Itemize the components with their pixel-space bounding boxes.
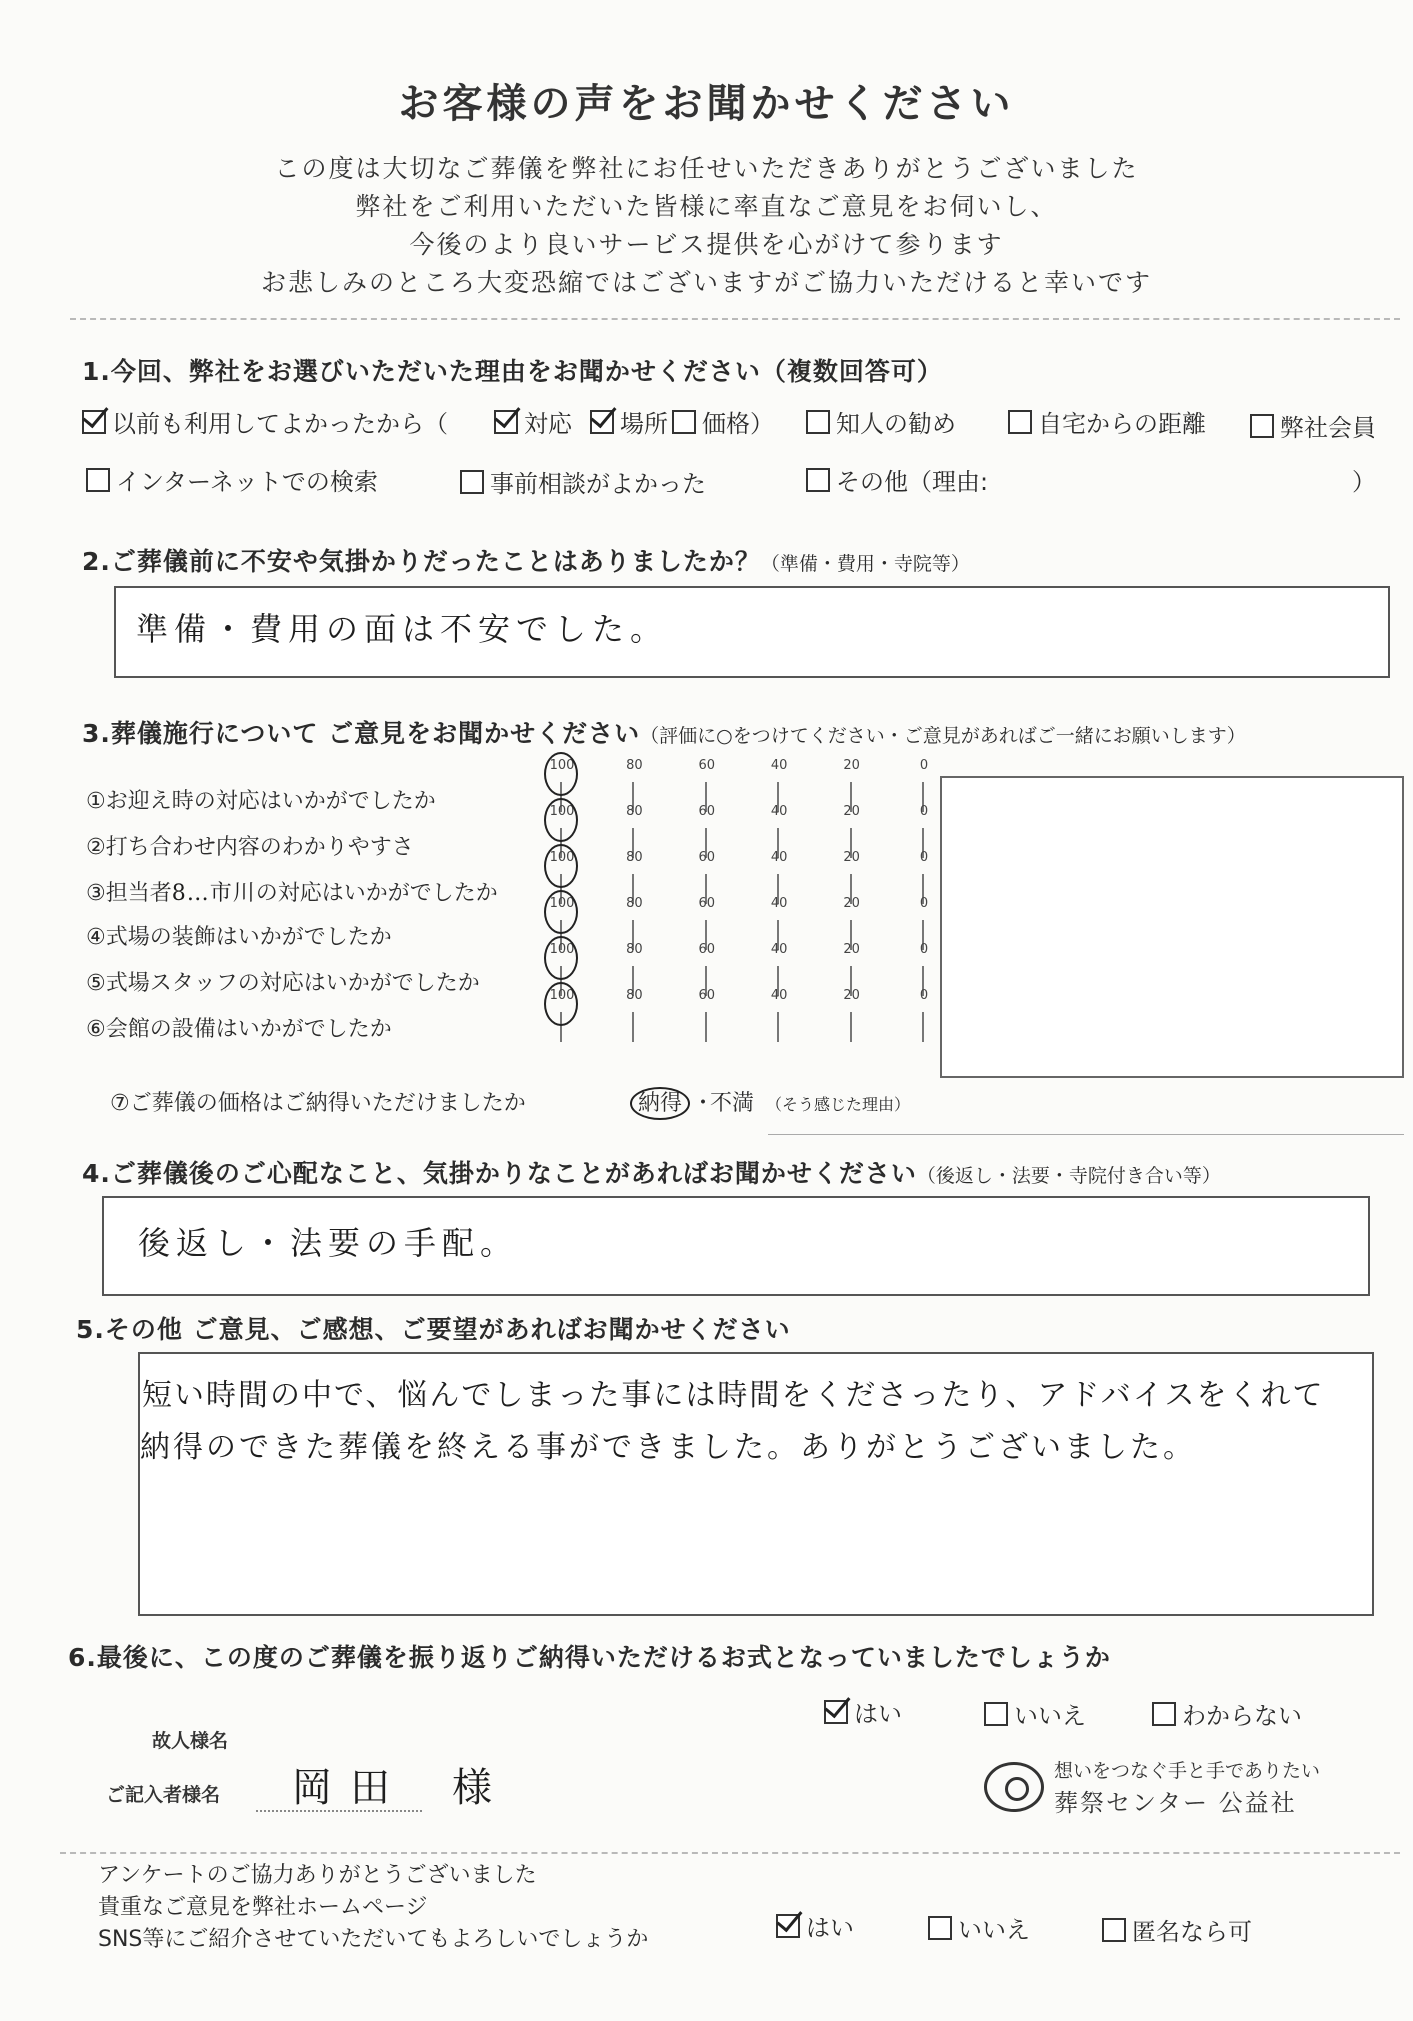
q1-heading: 1.今回、弊社をお選びいただいた理由をお聞かせください（複数回答可）	[82, 357, 943, 386]
logo-name: 葬祭センター 公益社	[1054, 1789, 1297, 1817]
q2-heading: 2.ご葬儀前に不安や気掛かりだったことはありましたか？（準備・費用・寺院等）	[82, 547, 970, 576]
scale-tick-label: 80	[626, 896, 643, 911]
scale-tick-label: 80	[626, 804, 643, 819]
scale-tick-label: 20	[843, 942, 860, 957]
checkbox[interactable]	[1152, 1702, 1176, 1726]
rating-selected-circle	[544, 844, 578, 888]
q1-option-member[interactable]: 弊社会員	[1250, 408, 1376, 443]
scale-tick-label: 20	[843, 896, 860, 911]
writer-name-label: ご記入者様名	[106, 1784, 221, 1806]
checkbox[interactable]	[1008, 410, 1032, 434]
footer-option-anonymous[interactable]: 匿名なら可	[1102, 1912, 1252, 1947]
scale-tick-label: 80	[626, 988, 643, 1003]
writer-honorific: 様	[452, 1765, 498, 1811]
q1-option-other[interactable]: その他（理由:	[806, 462, 988, 497]
q1-option-price[interactable]: 価格）	[672, 404, 774, 439]
scale-tick-label: 0	[919, 850, 929, 865]
checkbox[interactable]	[494, 410, 518, 434]
scale-tick-label: 60	[698, 804, 716, 819]
scale-tick	[850, 1012, 852, 1042]
q3-item-5: ⑤式場スタッフの対応はいかがでしたか	[86, 971, 480, 996]
scale-tick-label: 100	[549, 758, 575, 773]
q4-heading: 4.ご葬儀後のご心配なこと、気掛かりなことがあればお聞かせください（後返し・法要・寺院付き合い等）	[82, 1159, 1221, 1188]
scale-tick-label: 60	[698, 942, 716, 957]
scale-tick-label: 100	[549, 804, 575, 819]
intro-text	[0, 150, 1413, 302]
checkbox[interactable]	[806, 468, 830, 492]
scale-tick-label: 80	[626, 758, 643, 773]
q4-answer-text: 後返し・法要の手配。	[138, 1224, 519, 1262]
scale-tick-label: 0	[919, 896, 929, 911]
checkbox[interactable]	[460, 470, 484, 494]
q5-answer-line: 納得のできた葬儀を終える事ができました。ありがとうございました。	[140, 1430, 1196, 1465]
footer-line: SNS等にご紹介させていただいてもよろしいでしょうか	[98, 1927, 649, 1952]
rating-selected-circle	[544, 798, 578, 842]
intro-line: この度は大切なご葬儀を弊社にお任せいただきありがとうございました	[274, 154, 1139, 183]
q3-item-4: ④式場の装飾はいかがでしたか	[86, 925, 392, 950]
scale-tick-label: 0	[919, 942, 929, 957]
checkbox[interactable]	[1102, 1918, 1126, 1942]
scale-tick-label: 80	[626, 942, 643, 957]
scale-tick-label: 100	[549, 988, 575, 1003]
scale-tick-label: 20	[843, 804, 860, 819]
q5-answer-box[interactable]	[138, 1352, 1374, 1616]
q3-item-3: ③担当者8…市川の対応はいかがでしたか	[86, 881, 498, 906]
scale-tick-label: 80	[626, 850, 643, 865]
rating-selected-circle	[544, 936, 578, 980]
checkbox[interactable]	[928, 1916, 952, 1940]
divider	[70, 318, 1400, 320]
divider	[60, 1852, 1400, 1854]
q1-option-location[interactable]: 場所	[590, 404, 668, 439]
q1-option-referral[interactable]: 知人の勧め	[806, 404, 956, 439]
scale-tick-label: 20	[843, 758, 860, 773]
footer-line: アンケートのご協力ありがとうございました	[98, 1863, 537, 1888]
logo-tagline: 想いをつなぐ手と手でありたい	[1054, 1760, 1321, 1782]
q1-option-distance[interactable]: 自宅からの距離	[1008, 404, 1206, 439]
q3-item-1: ①お迎え時の対応はいかがでしたか	[86, 789, 436, 814]
scale-tick-label: 0	[919, 988, 929, 1003]
checkbox[interactable]	[672, 410, 696, 434]
q3-comment-box[interactable]	[940, 776, 1404, 1078]
intro-line: 弊社をご利用いただいた皆様に率直なご意見をお伺いし、	[355, 192, 1058, 221]
scale-tick-label: 100	[549, 942, 575, 957]
page-title: お客様の声をお聞かせください	[398, 81, 1015, 127]
footer-option-no[interactable]: いいえ	[928, 1910, 1030, 1945]
q3-item-6: ⑥会館の設備はいかがでしたか	[86, 1017, 392, 1042]
q3-item-2: ②打ち合わせ内容のわかりやすさ	[86, 835, 414, 860]
intro-line: お悲しみのところ大変恐縮ではございますがご協力いただけると幸いです	[260, 268, 1152, 297]
checkbox[interactable]	[984, 1702, 1008, 1726]
scale-tick-label: 20	[843, 850, 860, 865]
scale-tick-label: 60	[698, 896, 716, 911]
q2-answer-box[interactable]	[114, 586, 1390, 678]
q3-heading: 3.葬儀施行について ご意見をお聞かせください（評価に○をつけてください・ご意見があればご一緒にお願いします）	[82, 719, 1246, 748]
scale-tick-label: 100	[549, 850, 575, 865]
scale-tick	[632, 1012, 634, 1042]
rating-selected-circle	[544, 752, 578, 796]
rating-scale[interactable]	[549, 988, 929, 1044]
q3-price-ok[interactable]: 納得	[630, 1086, 690, 1117]
scale-tick-label: 60	[698, 988, 716, 1003]
scale-tick-label: 60	[698, 758, 716, 773]
q6-heading: 6.最後に、この度のご葬儀を振り返りご納得いただけるお式となっていましたでしょうか	[68, 1643, 1111, 1672]
q2-answer-text: 準備・費用の面は不安でした。	[136, 610, 669, 648]
scale-tick-label: 0	[919, 804, 929, 819]
scale-tick-label: 20	[843, 988, 860, 1003]
q1-option-consultation[interactable]: 事前相談がよかった	[460, 464, 706, 499]
checkbox[interactable]	[590, 410, 614, 434]
logo-mark-icon	[984, 1762, 1044, 1812]
scale-tick-label: 40	[770, 988, 788, 1003]
q3-price-sep: ・	[692, 1091, 715, 1116]
writer-name-underline	[256, 1810, 422, 1812]
q1-option-previous-use[interactable]: 以前も利用してよかったから（	[82, 404, 448, 439]
rating-selected-circle	[544, 890, 578, 934]
intro-line: 今後のより良いサービス提供を心がけて参ります	[409, 230, 1004, 259]
scale-tick-label: 40	[770, 804, 788, 819]
checkbox[interactable]	[824, 1700, 848, 1724]
scale-tick-label: 100	[549, 896, 575, 911]
q3-price-line	[768, 1134, 1404, 1135]
scale-tick	[922, 1012, 924, 1042]
scale-tick	[705, 1012, 707, 1042]
footer-text	[98, 1860, 648, 1956]
q1-option-internet[interactable]: インターネットでの検索	[86, 462, 378, 497]
deceased-name-label: 故人様名	[152, 1730, 229, 1752]
company-logo	[984, 1756, 1320, 1818]
checkbox[interactable]	[806, 410, 830, 434]
q6-option-yes[interactable]: はい	[824, 1694, 902, 1729]
q1-option-response[interactable]: 対応	[494, 404, 572, 439]
q3-price-note: （そう感じた理由）	[766, 1095, 911, 1114]
footer-line: 貴重なご意見を弊社ホームページ	[98, 1895, 428, 1920]
q5-heading: 5.その他 ご意見、ご感想、ご要望があればお聞かせください	[76, 1315, 791, 1344]
q3-price-ng[interactable]: 不満	[710, 1091, 755, 1116]
scale-tick-label: 40	[770, 758, 788, 773]
checkbox[interactable]	[86, 468, 110, 492]
scale-tick	[777, 1012, 779, 1042]
q4-answer-box[interactable]	[102, 1196, 1370, 1296]
rating-selected-circle	[544, 982, 578, 1026]
scale-tick-label: 40	[770, 896, 788, 911]
checkbox[interactable]	[776, 1914, 800, 1938]
scale-tick-label: 40	[770, 942, 788, 957]
checkbox[interactable]	[82, 410, 106, 434]
q6-option-unsure[interactable]: わからない	[1152, 1696, 1302, 1731]
q1-other-close: ）	[1352, 468, 1376, 496]
q5-answer-line: 短い時間の中で、悩んでしまった事には時間をくださったり、アドバイスをくれて	[142, 1378, 1325, 1413]
checkbox[interactable]	[1250, 414, 1274, 438]
q3-price-question: ⑦ご葬儀の価格はご納得いただけましたか	[110, 1091, 526, 1116]
footer-option-yes[interactable]: はい	[776, 1908, 854, 1943]
scale-tick-label: 40	[770, 850, 788, 865]
q6-option-no[interactable]: いいえ	[984, 1696, 1086, 1731]
scale-tick-label: 0	[919, 758, 929, 773]
scale-tick-label: 60	[698, 850, 716, 865]
writer-name-value[interactable]: 岡田	[292, 1765, 408, 1811]
